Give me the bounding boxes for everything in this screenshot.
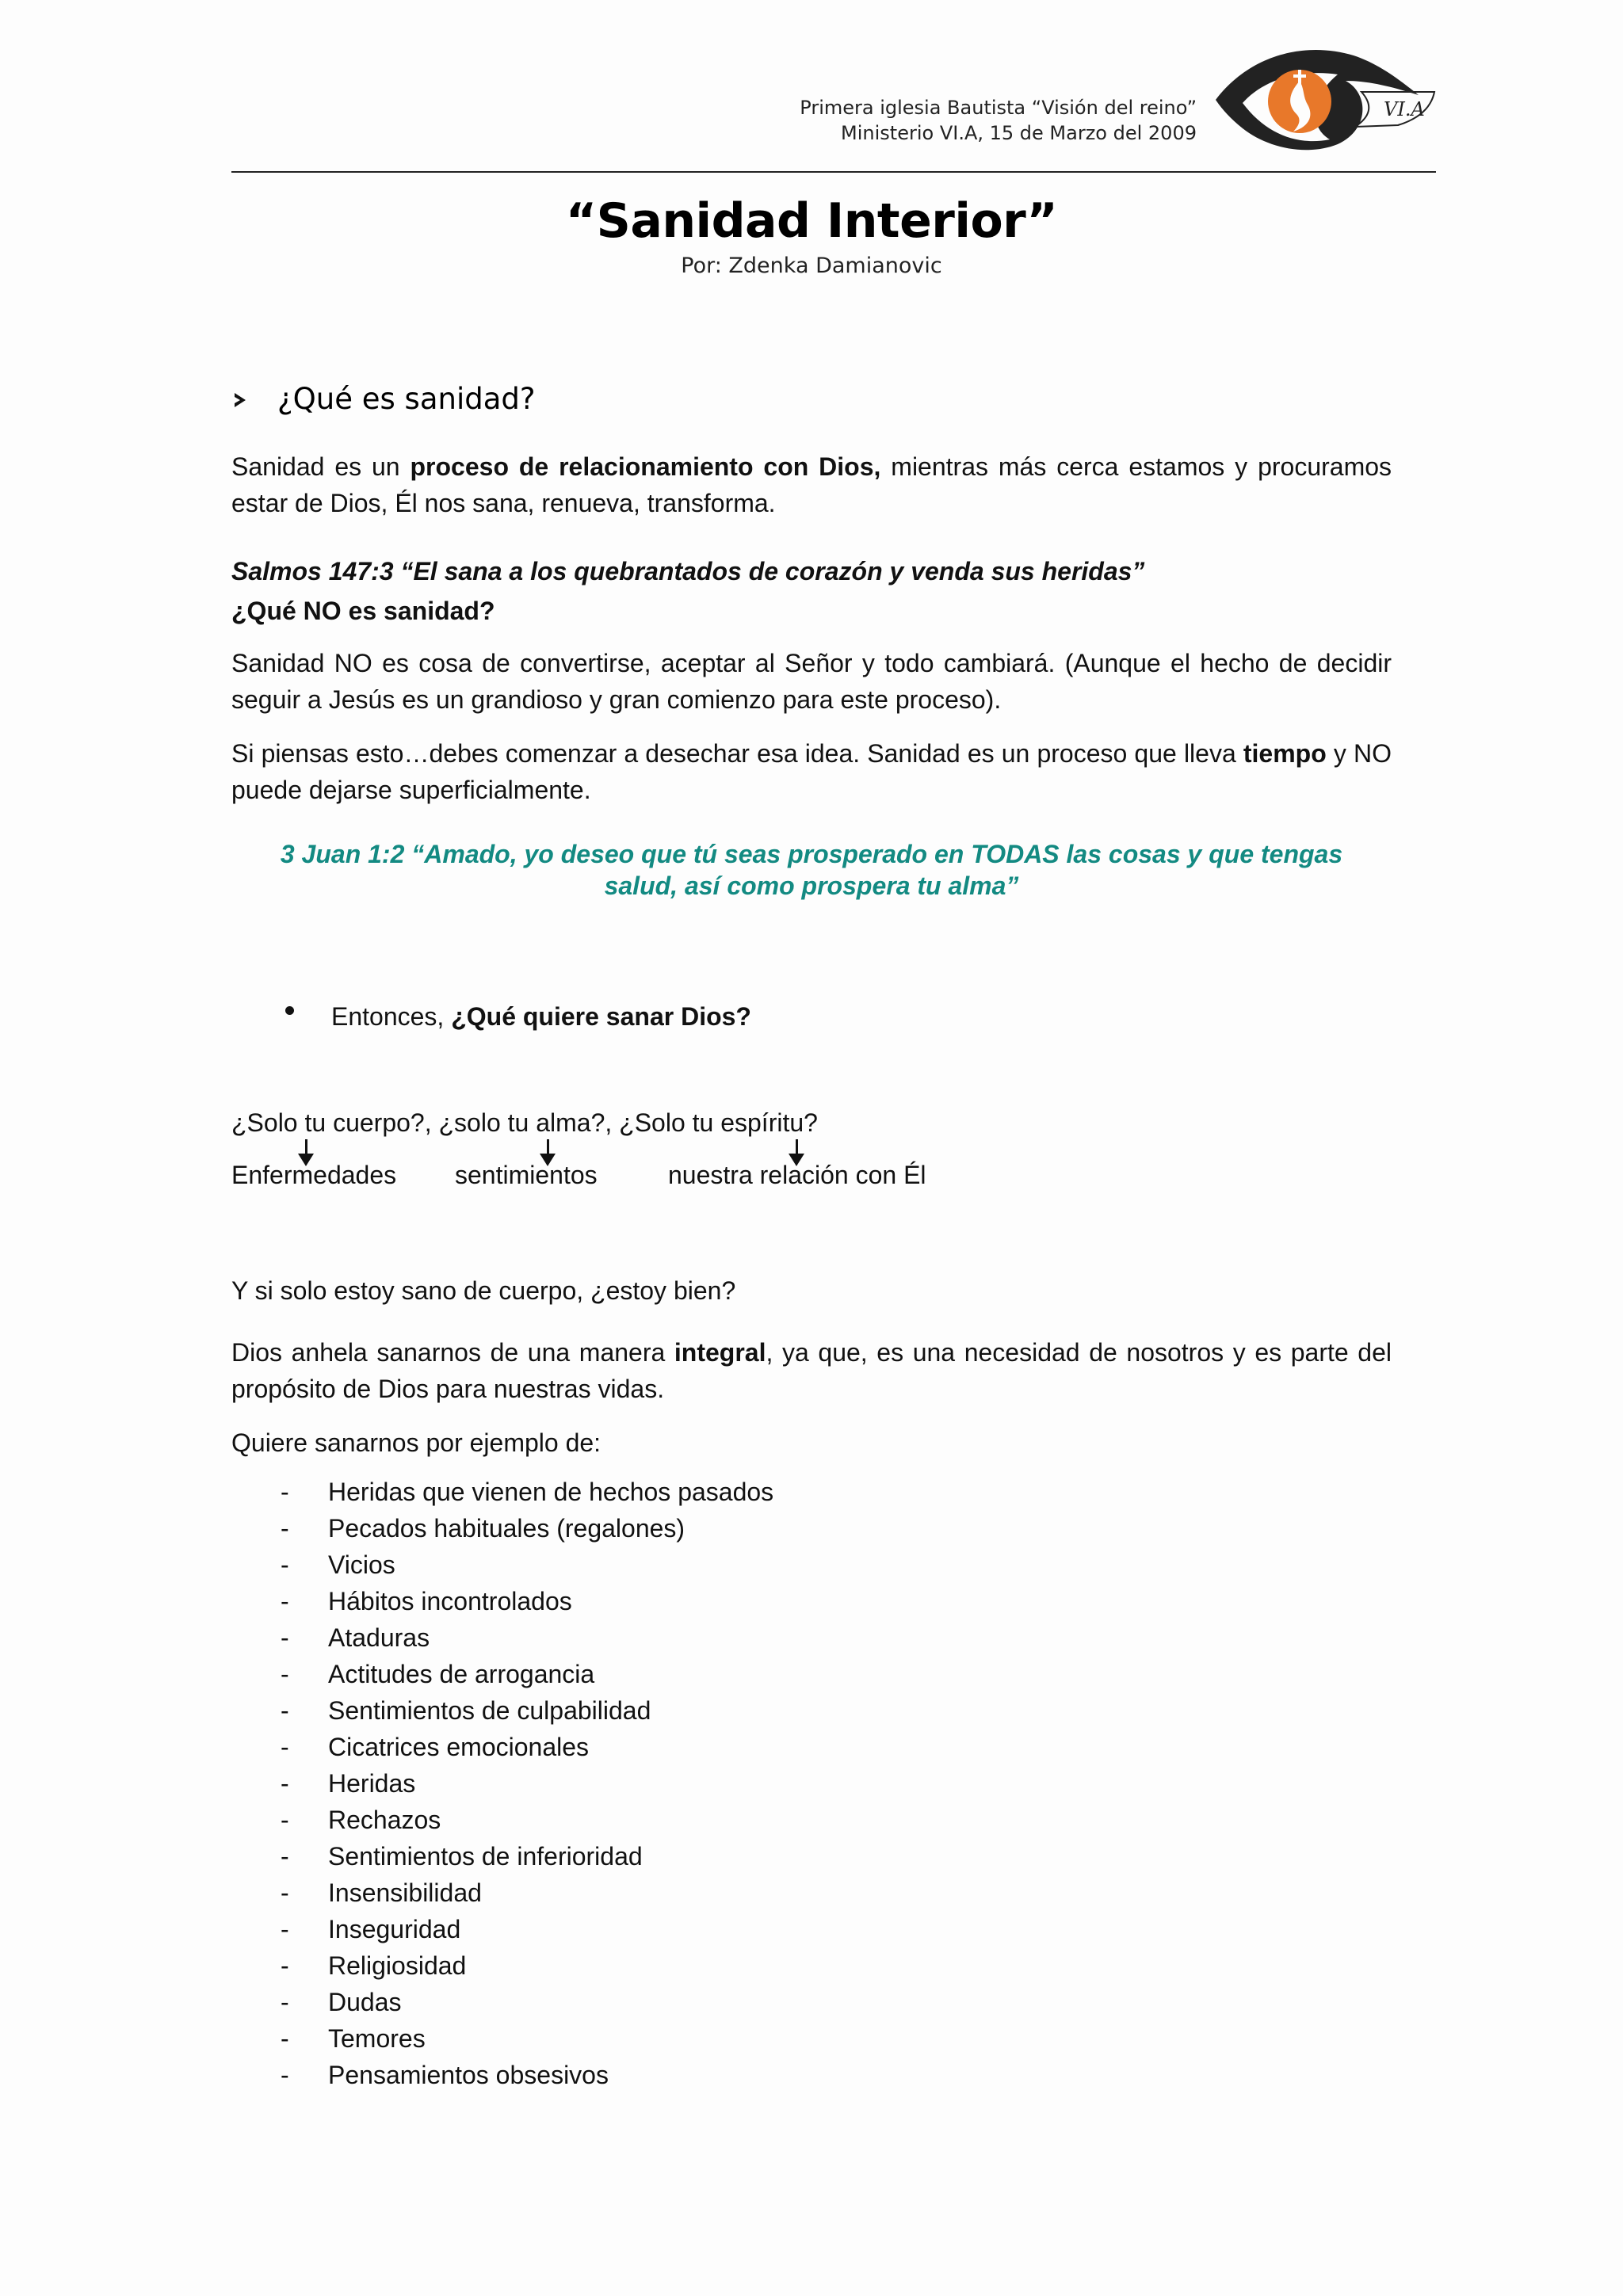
- dash-marker: -: [281, 1915, 289, 1943]
- list-item-text: Insensibilidad: [328, 1878, 482, 1907]
- dash-marker: -: [281, 1878, 289, 1907]
- dash-marker: -: [281, 1623, 289, 1652]
- verse-3-juan-line2: salud, así como prospera tu alma”: [604, 871, 1019, 900]
- header-divider: [231, 171, 1436, 173]
- dash-marker: -: [281, 1769, 289, 1798]
- dash-marker: -: [281, 2024, 289, 2053]
- dash-marker: -: [281, 1806, 289, 1834]
- dash-marker: -: [281, 2061, 289, 2089]
- list-item-text: Dudas: [328, 1988, 402, 2016]
- list-item-text: Inseguridad: [328, 1915, 461, 1943]
- answer-sentimientos: sentimientos: [455, 1161, 598, 1189]
- list-item-text: Hábitos incontrolados: [328, 1587, 572, 1615]
- paragraph-no-sanidad: Sanidad NO es cosa de convertirse, aceptar al Señor y todo cambiará. (Aunque el hecho de decidir seguir a Jesús es un grandioso y gran comienzo para este proceso).: [231, 649, 1392, 714]
- list-item-text: Sentimientos de inferioridad: [328, 1842, 643, 1871]
- arrowhead-bullet-icon: [235, 393, 246, 407]
- dash-marker: -: [281, 1733, 289, 1761]
- down-arrow-icon: [547, 1139, 549, 1155]
- bullet-dot-icon: [285, 1006, 294, 1015]
- logo-text: VI.A: [1384, 98, 1425, 120]
- list-item-text: Heridas que vienen de hechos pasados: [328, 1478, 774, 1506]
- verse-3-juan-line1: 3 Juan 1:2 “Amado, yo deseo que tú seas prosperado en TODAS las cosas y que tengas: [280, 840, 1343, 868]
- list-item-text: Cicatrices emocionales: [328, 1733, 590, 1761]
- bold-phrase: proceso de relacionamiento con Dios,: [410, 452, 881, 481]
- list-item-text: Actitudes de arrogancia: [328, 1660, 595, 1688]
- dash-marker: -: [281, 1660, 289, 1688]
- down-arrow-icon: [796, 1139, 798, 1155]
- list-item-text: Heridas: [328, 1769, 416, 1798]
- list-item-text: Pecados habituales (regalones): [328, 1514, 685, 1543]
- list-item-text: Sentimientos de culpabilidad: [328, 1696, 651, 1725]
- paragraph-proceso-tiempo: Si piensas esto…debes comenzar a desechar esa idea. Sanidad es un proceso que lleva tiempo y NO puede dejarse superficialmente.: [231, 739, 1392, 804]
- answer-relacion: nuestra relación con Él: [668, 1161, 926, 1189]
- bullet-que-quiere-sanar: Entonces, ¿Qué quiere sanar Dios?: [331, 1002, 751, 1031]
- dash-marker: -: [281, 1988, 289, 2016]
- paragraph-definition: Sanidad es un proceso de relacionamiento con Dios, mientras más cerca estamos y procuramos estar de Dios, Él nos sana, renueva, transforma.: [231, 452, 1392, 517]
- down-arrow-icon: [305, 1139, 307, 1155]
- header-ministry-line: Ministerio VI.A, 15 de Marzo del 2009: [841, 122, 1197, 144]
- dash-marker: -: [281, 1587, 289, 1615]
- list-item-text: Temores: [328, 2024, 426, 2053]
- list-item-text: Vicios: [328, 1550, 395, 1579]
- verse-salmos: Salmos 147:3 “El sana a los quebrantados de corazón y venda sus heridas”: [231, 557, 1145, 585]
- ministry-logo: [1211, 46, 1449, 157]
- dash-marker: -: [281, 1696, 289, 1725]
- header-church-line: Primera iglesia Bautista “Visión del reino”: [800, 97, 1197, 119]
- list-item-text: Rechazos: [328, 1806, 441, 1834]
- paragraph-integral: Dios anhela sanarnos de una manera integral, ya que, es una necesidad de nosotros y es parte del propósito de Dios para nuestras vidas.: [231, 1338, 1392, 1403]
- list-intro: Quiere sanarnos por ejemplo de:: [231, 1428, 601, 1457]
- dash-marker: -: [281, 1842, 289, 1871]
- dash-marker: -: [281, 1550, 289, 1579]
- heading-que-no-es-sanidad: ¿Qué NO es sanidad?: [231, 597, 495, 625]
- list-item-text: Religiosidad: [328, 1951, 467, 1980]
- byline: Por: Zdenka Damianovic: [681, 254, 942, 278]
- answer-enfermedades: Enfermedades: [231, 1161, 397, 1189]
- dash-marker: -: [281, 1478, 289, 1506]
- list-item-text: Pensamientos obsesivos: [328, 2061, 609, 2089]
- question-sano-de-cuerpo: Y si solo estoy sano de cuerpo, ¿estoy bien?: [231, 1276, 736, 1305]
- page-title: “Sanidad Interior”: [565, 193, 1058, 249]
- dash-marker: -: [281, 1951, 289, 1980]
- dash-marker: -: [281, 1514, 289, 1543]
- list-item-text: Ataduras: [328, 1623, 430, 1652]
- questions-line: ¿Solo tu cuerpo?, ¿solo tu alma?, ¿Solo tu espíritu?: [231, 1108, 818, 1137]
- section-heading-que-es-sanidad: ¿Qué es sanidad?: [277, 382, 536, 416]
